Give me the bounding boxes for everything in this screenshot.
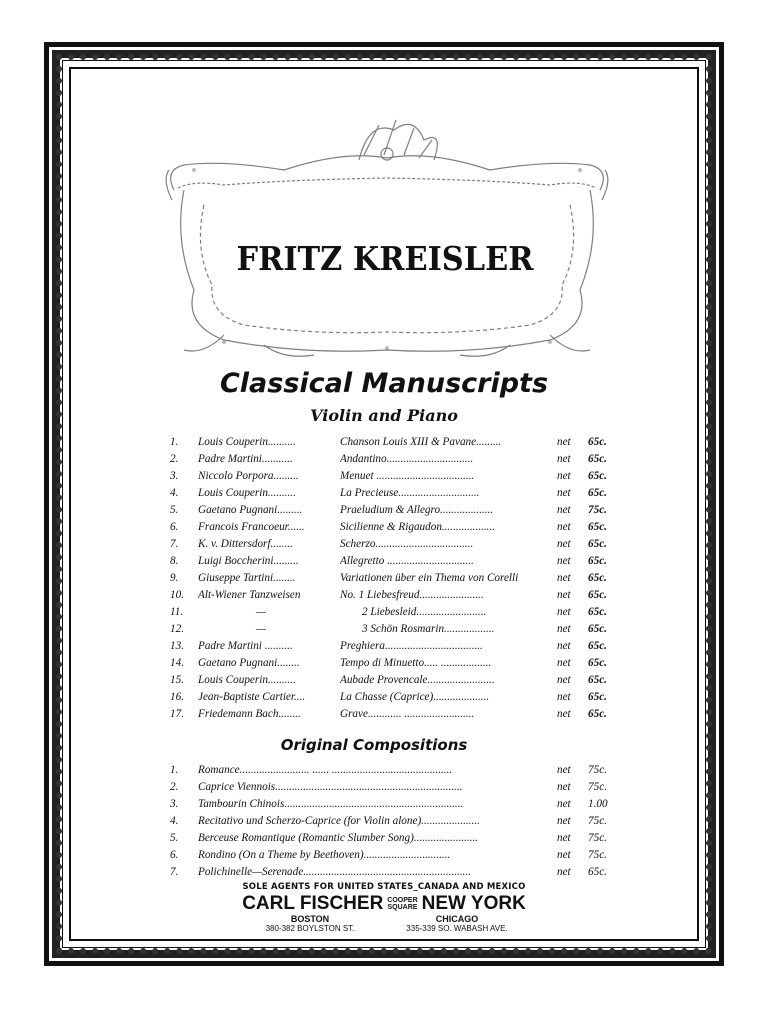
item-net: net [557, 815, 571, 827]
list-item [170, 781, 620, 798]
item-composer: Giuseppe Tartini........ [198, 572, 296, 584]
item-piece: No. 1 Liebesfreud....................... [340, 589, 484, 601]
item-number: 2. [170, 781, 179, 793]
item-composer: Padre Martini........... [198, 453, 293, 465]
item-net: net [557, 606, 571, 618]
item-number: 6. [170, 521, 179, 533]
item-net: net [557, 504, 571, 516]
item-price: 65c. [588, 470, 607, 482]
list-item [170, 640, 620, 657]
item-piece: Tempo di Minuetto..... .................. [340, 657, 492, 669]
item-price: 65c. [588, 866, 607, 878]
item-price: 75c. [588, 815, 607, 827]
item-price: 1.00 [588, 798, 608, 810]
item-number: 12. [170, 623, 184, 635]
item-price: 75c. [588, 832, 607, 844]
list-item [170, 606, 620, 623]
item-composer: — [256, 623, 266, 635]
item-composer: — [256, 606, 266, 618]
item-number: 5. [170, 832, 179, 844]
list-item [170, 815, 620, 832]
item-net: net [557, 708, 571, 720]
list-item [170, 849, 620, 866]
item-net: net [557, 487, 571, 499]
item-composer: Niccolo Porpora......... [198, 470, 299, 482]
item-price: 65c. [588, 436, 607, 448]
item-composer: Louis Couperin.......... [198, 487, 296, 499]
item-net: net [557, 521, 571, 533]
item-piece: Menuet ................................... [340, 470, 475, 482]
item-price: 65c. [588, 487, 607, 499]
item-number: 7. [170, 538, 179, 550]
item-net: net [557, 572, 571, 584]
list-item [170, 798, 620, 815]
item-composer: Francois Francoeur...... [198, 521, 305, 533]
item-price: 65c. [588, 623, 607, 635]
item-piece: Grave............ ......................... [340, 708, 475, 720]
item-price: 65c. [588, 640, 607, 652]
item-net: net [557, 849, 571, 861]
item-net: net [557, 657, 571, 669]
item-piece: Preghiera................................... [340, 640, 483, 652]
list-item [170, 657, 620, 674]
item-number: 4. [170, 487, 179, 499]
item-price: 65c. [588, 589, 607, 601]
boston-address: BOSTON 380-382 BOYLSTON ST. [265, 914, 355, 933]
item-piece: Caprice Viennois................................................................... [198, 781, 463, 793]
chicago-address: CHICAGO 335-339 SO. WABASH AVE. [406, 914, 508, 933]
item-piece: Allegretto ............................... [340, 555, 474, 567]
sole-agents-line: SOLE AGENTS FOR UNITED STATES_CANADA AND MEXICO [242, 882, 526, 892]
list-item [170, 504, 620, 521]
item-net: net [557, 538, 571, 550]
item-net: net [557, 866, 571, 878]
publisher-line [150, 893, 618, 915]
item-net: net [557, 764, 571, 776]
item-number: 8. [170, 555, 179, 567]
publisher-city: NEW YORK [421, 893, 526, 914]
item-net: net [557, 555, 571, 567]
item-composer: Jean-Baptiste Cartier.... [198, 691, 306, 703]
item-net: net [557, 691, 571, 703]
item-price: 65c. [588, 521, 607, 533]
item-number: 1. [170, 764, 179, 776]
item-number: 4. [170, 815, 179, 827]
item-net: net [557, 623, 571, 635]
item-price: 65c. [588, 555, 607, 567]
item-piece: Chanson Louis XIII & Pavane......... [340, 436, 502, 448]
item-net: net [557, 589, 571, 601]
item-composer: Louis Couperin.......... [198, 436, 296, 448]
composer-title: FRITZ KREISLER [236, 239, 534, 278]
item-price: 65c. [588, 606, 607, 618]
item-net: net [557, 832, 571, 844]
decorative-cartouche [164, 110, 610, 366]
item-piece: Scherzo................................... [340, 538, 474, 550]
item-net: net [557, 781, 571, 793]
cooper-square: COOPER SQUARE [387, 896, 418, 911]
cartouche-ornament-icon [164, 110, 610, 366]
item-number: 7. [170, 866, 179, 878]
item-number: 17. [170, 708, 184, 720]
item-price: 75c. [588, 504, 607, 516]
list-item [170, 589, 620, 606]
item-price: 75c. [588, 849, 607, 861]
list-item [170, 538, 620, 555]
list-item [170, 764, 620, 781]
item-piece: Praeludium & Allegro................... [340, 504, 494, 516]
item-piece: Aubade Provencale........................ [340, 674, 495, 686]
list-item [170, 521, 620, 538]
item-net: net [557, 798, 571, 810]
list-item [170, 866, 620, 883]
item-piece: Recitativo und Scherzo-Caprice (for Violin alone)..................... [198, 815, 480, 827]
list-item [170, 555, 620, 572]
list-item [170, 708, 620, 725]
item-price: 65c. [588, 691, 607, 703]
item-net: net [557, 453, 571, 465]
item-piece: Tambourin Chinois................................................................ [198, 798, 464, 810]
item-composer: Luigi Boccherini......... [198, 555, 299, 567]
item-price: 65c. [588, 572, 607, 584]
item-price: 65c. [588, 453, 607, 465]
item-price: 65c. [588, 708, 607, 720]
list-item [170, 674, 620, 691]
item-piece: Variationen über ein Thema von Corelli [340, 572, 519, 584]
item-number: 1. [170, 436, 179, 448]
item-piece: La Precieuse............................. [340, 487, 480, 499]
item-piece: Berceuse Romantique (Romantic Slumber Song)....................... [198, 832, 479, 844]
original-compositions-heading: Original Compositions [280, 736, 468, 754]
series-title: Classical Manuscripts [219, 368, 549, 399]
item-piece: Andantino............................... [340, 453, 474, 465]
item-price: 65c. [588, 538, 607, 550]
item-price: 65c. [588, 657, 607, 669]
item-composer: Gaetano Pugnani........ [198, 657, 300, 669]
item-piece: 3 Schön Rosmarin.................. [362, 623, 495, 635]
item-number: 16. [170, 691, 184, 703]
item-number: 2. [170, 453, 179, 465]
item-number: 3. [170, 798, 179, 810]
item-number: 9. [170, 572, 179, 584]
item-net: net [557, 470, 571, 482]
list-item [170, 572, 620, 589]
item-composer: Friedemann Bach........ [198, 708, 301, 720]
item-number: 11. [170, 606, 184, 618]
list-item [170, 623, 620, 640]
item-composer: Gaetano Pugnani......... [198, 504, 303, 516]
item-number: 15. [170, 674, 184, 686]
item-composer: Louis Couperin.......... [198, 674, 296, 686]
item-number: 10. [170, 589, 184, 601]
item-piece: Polichinelle—Serenade............................................................ [198, 866, 472, 878]
item-composer: K. v. Dittersdorf........ [198, 538, 293, 550]
item-price: 75c. [588, 781, 607, 793]
list-item [170, 487, 620, 504]
item-composer: Alt-Wiener Tanzweisen [198, 589, 301, 601]
item-number: 14. [170, 657, 184, 669]
item-net: net [557, 640, 571, 652]
list-item [170, 832, 620, 849]
item-number: 3. [170, 470, 179, 482]
instrumentation-subtitle: Violin and Piano [310, 406, 458, 425]
item-composer: Padre Martini .......... [198, 640, 293, 652]
publisher-name: CARL FISCHER [242, 893, 384, 914]
list-item [170, 436, 620, 453]
item-piece: Sicilienne & Rigaudon................... [340, 521, 496, 533]
item-net: net [557, 674, 571, 686]
item-piece: Romance......................... ...... ........................................... [198, 764, 453, 776]
list-item [170, 691, 620, 708]
item-price: 65c. [588, 674, 607, 686]
item-number: 13. [170, 640, 184, 652]
item-number: 6. [170, 849, 179, 861]
list-item [170, 470, 620, 487]
item-piece: Rondino (On a Theme by Beethoven)............................... [198, 849, 451, 861]
item-price: 75c. [588, 764, 607, 776]
item-piece: 2 Liebesleid......................... [362, 606, 487, 618]
item-net: net [557, 436, 571, 448]
item-number: 5. [170, 504, 179, 516]
item-piece: La Chasse (Caprice).................... [340, 691, 490, 703]
list-item [170, 453, 620, 470]
